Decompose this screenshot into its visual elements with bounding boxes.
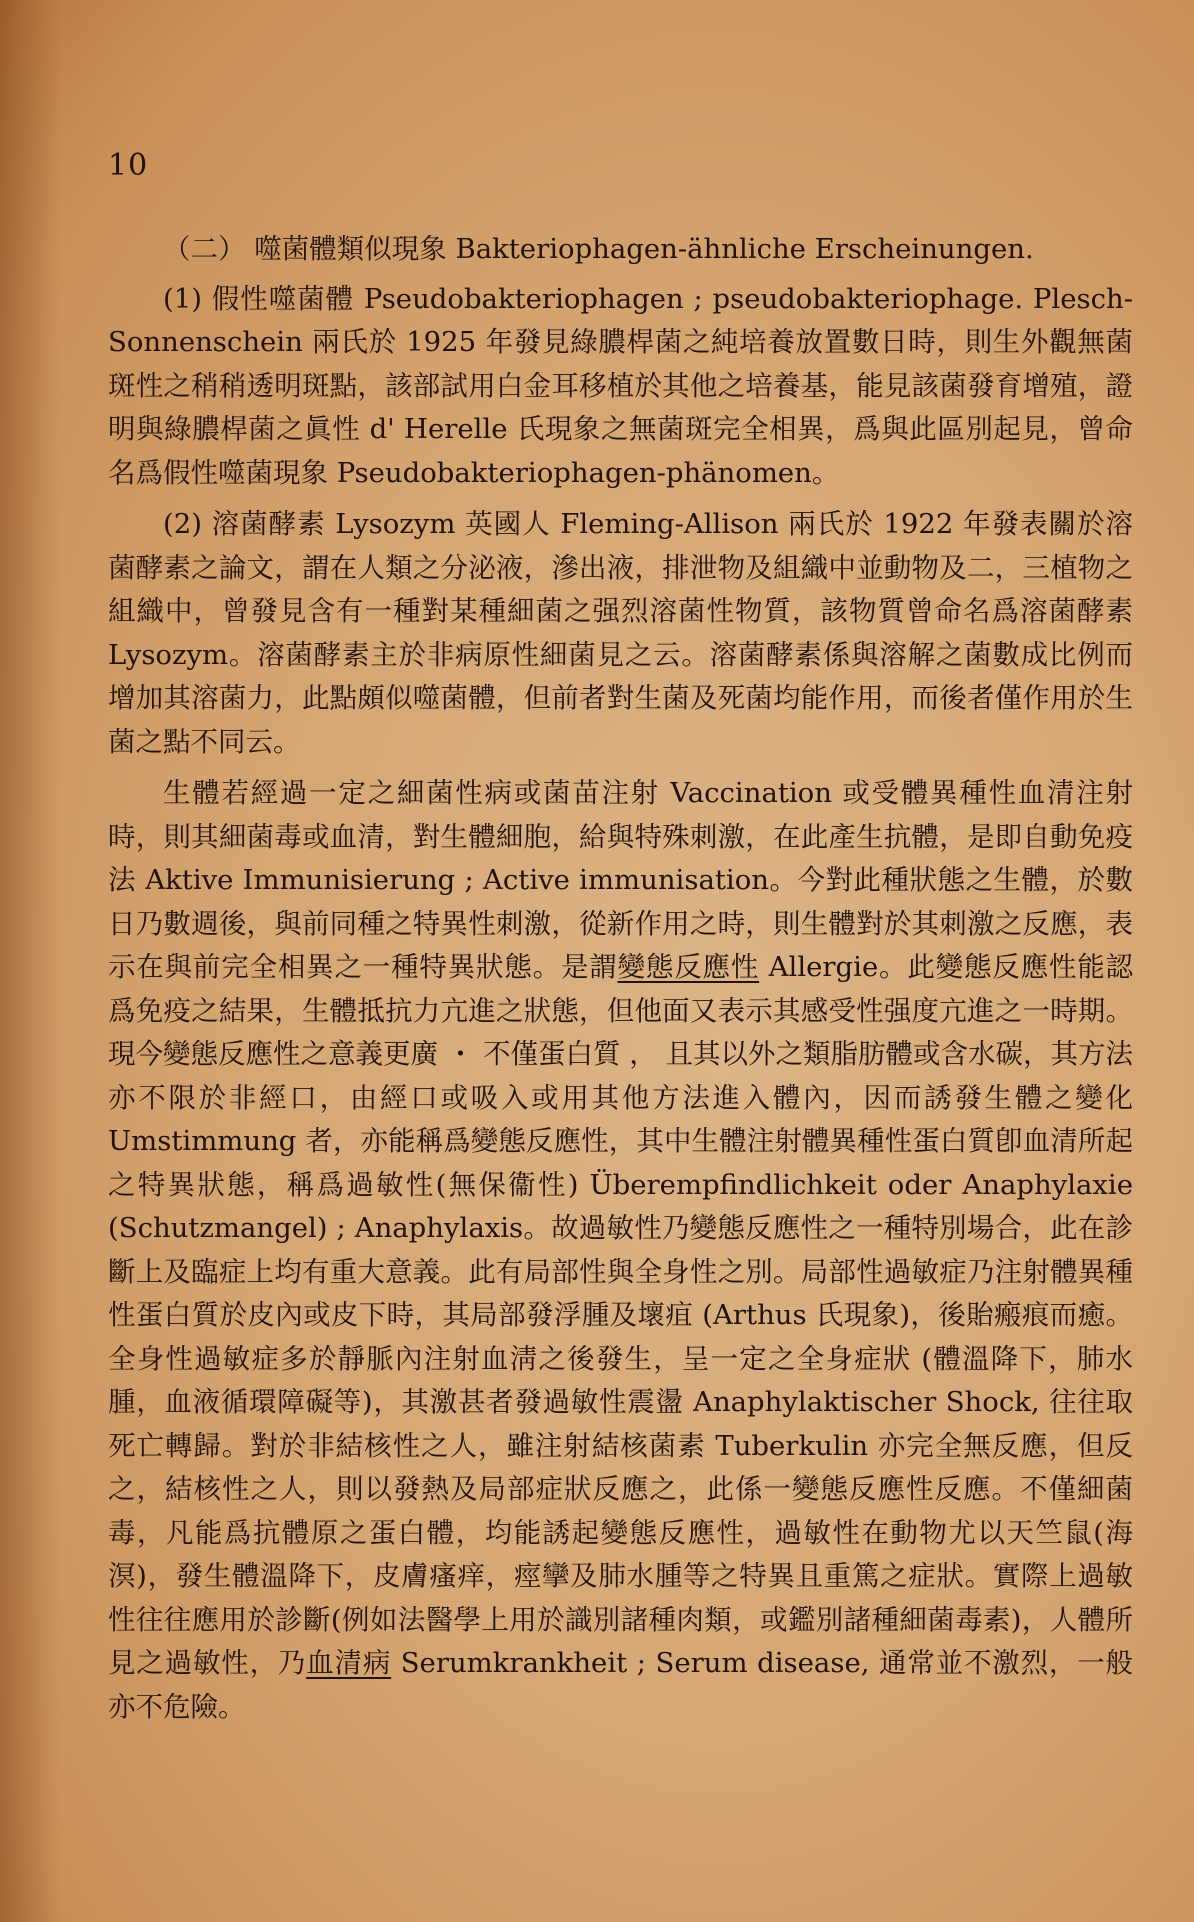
allergie-text-start: 生體若經過一定之細菌性病或菌苗注射 Vaccination 或受體異種性血清注射時，則其細菌毒或血清，對生體細胞，給與特殊刺激，在此產生抗體，是即自動免疫法 Aktive Immunisierung ; Active immunisation。今對此種狀態之生體，於數日乃數週後，與前同種之特異性刺激，從新作用之時，則生體對於其刺激之反應，表示在與前完全相異之一種特異狀態。是謂 — [108, 777, 1133, 983]
paragraph-allergie — [108, 772, 1133, 1729]
page-binding-shadow — [0, 0, 60, 1922]
paragraph-lysozym: (2) 溶菌酵素 Lysozym 英國人 Fleming-Allison 兩氏於 1922 年發表關於溶菌酵素之論文，謂在人類之分泌液，滲出液，排泄物及組織中並動物及二，三植物之組織中，曾發見含有一種對某種細菌之强烈溶菌性物質，該物質曾命名爲溶菌酵素 Lysozym。溶菌酵素主於非病原性細菌見之云。溶菌酵素係與溶解之菌數成比例而增加其溶菌力，此點頗似噬菌體，但前者對生菌及死菌均能作用，而後者僅作用於生菌之點不同云。 — [108, 508, 1133, 758]
section-heading: （二） 噬菌體類似現象 Bakteriophagen-ähnliche Erscheinungen. — [163, 233, 1034, 265]
paragraph-pseudobacteriophage: (1) 假性噬菌體 Pseudobakteriophagen ; pseudobakteriophage. Plesch-Sonnenschein 兩氏於 1925 年發見綠膿桿菌之純培養放置數日時，則生外觀無菌斑性之稍稍透明斑點，該部試用白金耳移植於其他之培養基，能見該菌發育增殖，證明與綠膿桿菌之眞性 d' Herelle 氏現象之無菌斑完全相異，爲與此區別起見，曾命名爲假性噬菌現象 Pseudobakteriophagen-phänomen。 — [108, 282, 1133, 489]
allergie-text-end: Serumkrankheit ; Serum disease, 通常並不激烈，一般亦不危險。 — [108, 1647, 1134, 1723]
allergie-term: 變態反應性 — [617, 951, 760, 983]
page-number: 10 — [108, 148, 149, 183]
serum-disease-term: 血清病 — [306, 1647, 392, 1679]
allergie-text-middle: Allergie。此變態反應性能認爲免疫之結果，生體抵抗力亢進之狀態，但他面又表示其感受性强度亢進之一時期。現今變態反應性之意義更廣 ・ 不僅蛋白質 ， 且其以外之類脂肪體或含水碳，其方法亦不限於非經口，由經口或吸入或用其他方法進入體內，因而誘發生體之變化 Umstimmung 者，亦能稱爲變態反應性，其中生體注射體異種性蛋白質卽血清所起之特異狀態，稱爲過敏性(無保衞性) Überempfindlichkeit oder Anaphylaxie (Schutzmangel) ; Anaphylaxis。故過敏性乃變態反應性之一種特別場合，此在診斷上及臨症上均有重大意義。此有局部性與全身性之別。局部性過敏症乃注射體異種性蛋白質於皮內或皮下時，其局部發浮腫及壞疽 (Arthus 氏現象)，後貽瘢痕而癒。全身性過敏症多於靜脈內注射血淸之後發生，呈一定之全身症狀 (體溫降下，肺水腫，血液循環障礙等)，其激甚者發過敏性震盪 Anaphylaktischer Shock, 往往取死亡轉歸。對於非結核性之人，雖注射結核菌素 Tuberkulin 亦完全無反應，但反之，結核性之人，則以發熱及局部症狀反應之，此係一變態反應性反應。不僅細菌毒，凡能爲抗體原之蛋白體，均能誘起變態反應性，過敏性在動物尤以天竺鼠(海溟)，發生體溫降下，皮膚瘙痒，痙攣及肺水腫等之特異且重篤之症狀。實際上過敏性往往應用於診斷(例如法醫學上用於識別諸種肉類，或鑑別諸種細菌毒素)，人體所見之過敏性，乃 — [108, 951, 1134, 1679]
body-text — [108, 228, 1133, 1737]
